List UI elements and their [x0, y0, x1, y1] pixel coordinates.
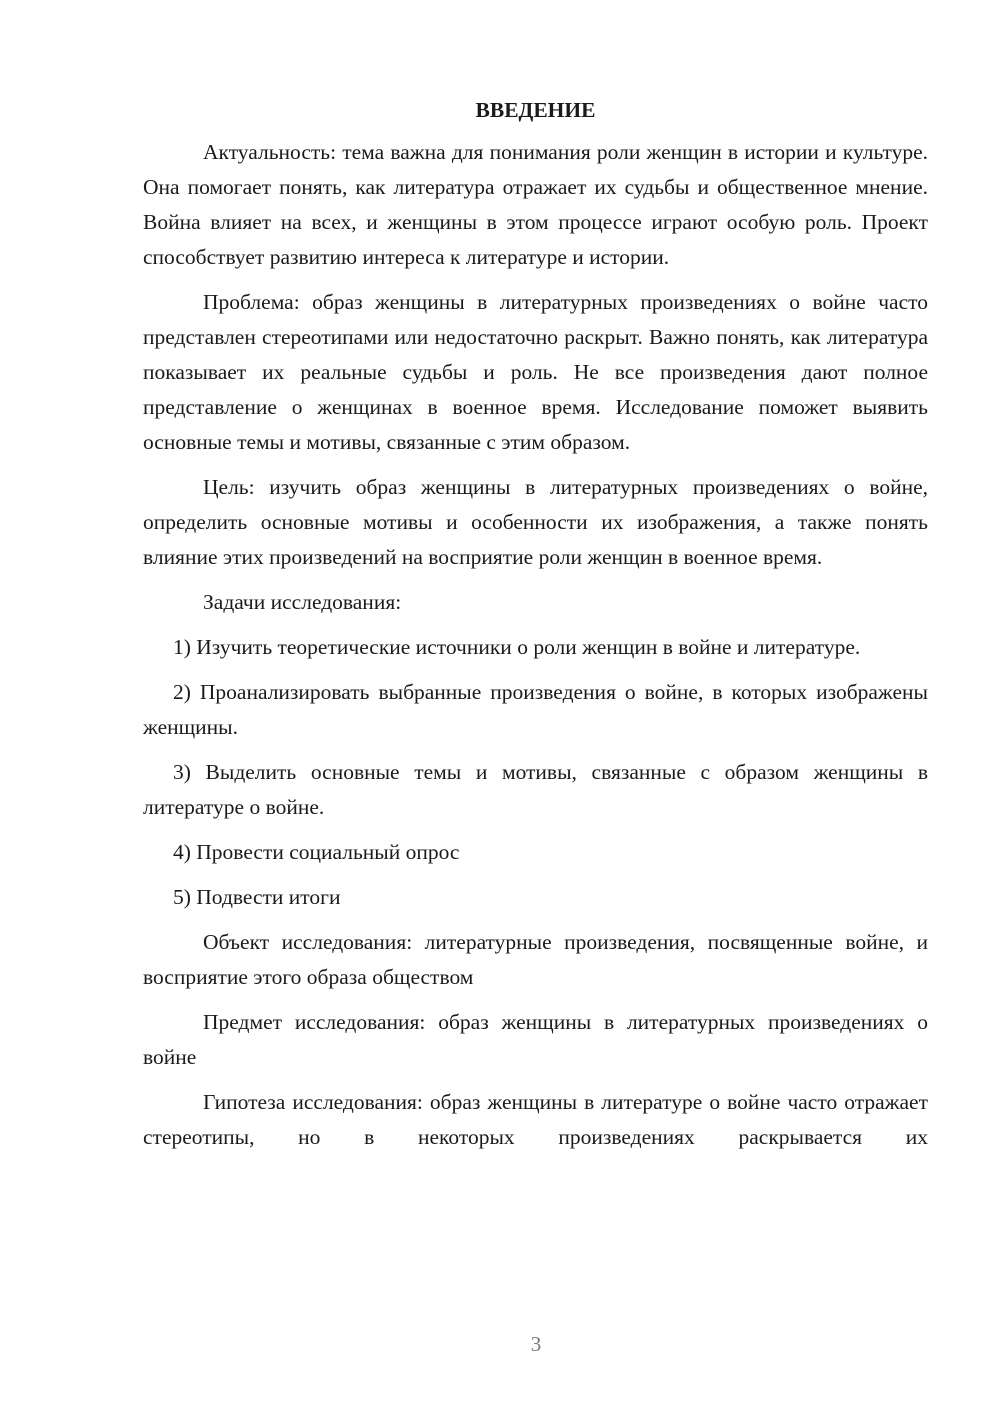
paragraph-relevance: Актуальность: тема важна для понимания роли женщин в истории и культуре. Она помогает понять, как литература отражает их судьбы и общественное мнение. Война влияет на всех, и женщины в этом процессе играют особую роль. Проект способствует развитию интереса к литературе и истории.	[143, 140, 928, 269]
paragraph-subject: Предмет исследования: образ женщины в литературных произведениях о войне	[143, 1010, 928, 1069]
page-title: ВВЕДЕНИЕ	[475, 98, 596, 122]
paragraph-goal: Цель: изучить образ женщины в литературных произведениях о войне, определить основные мотивы и особенности их изображения, а также понять влияние этих произведений на восприятие роли женщин в военное время.	[143, 475, 928, 569]
paragraph-hypothesis: Гипотеза исследования: образ женщины в литературе о войне часто отражает стереотипы, но в некоторых произведениях раскрывается их	[143, 1090, 928, 1149]
tasks-title: Задачи исследования:	[203, 590, 402, 614]
paragraph-problem: Проблема: образ женщины в литературных произведениях о войне часто представлен стереотипами или недостаточно раскрыт. Важно понять, как литература показывает их реальные судьбы и роль. Не все произведения дают полное представление о женщинах в военное время. Исследование поможет выявить основные темы и мотивы, связанные с этим образом.	[143, 290, 928, 454]
paragraph-object: Объект исследования: литературные произведения, посвященные войне, и восприятие этого образа обществом	[143, 930, 928, 989]
list-item-task-2: 2) Проанализировать выбранные произведения о войне, в которых изображены женщины.	[143, 680, 928, 739]
page-number: 3	[530, 1332, 542, 1356]
list-item-task-1: 1) Изучить теоретические источники о роли женщин в войне и литературе.	[173, 635, 861, 659]
list-item-task-3: 3) Выделить основные темы и мотивы, связанные с образом женщины в литературе о войне.	[143, 760, 928, 819]
list-item-task-4: 4) Провести социальный опрос	[173, 840, 460, 864]
document-page	[143, 95, 928, 1165]
list-item-task-5: 5) Подвести итоги	[173, 885, 341, 909]
